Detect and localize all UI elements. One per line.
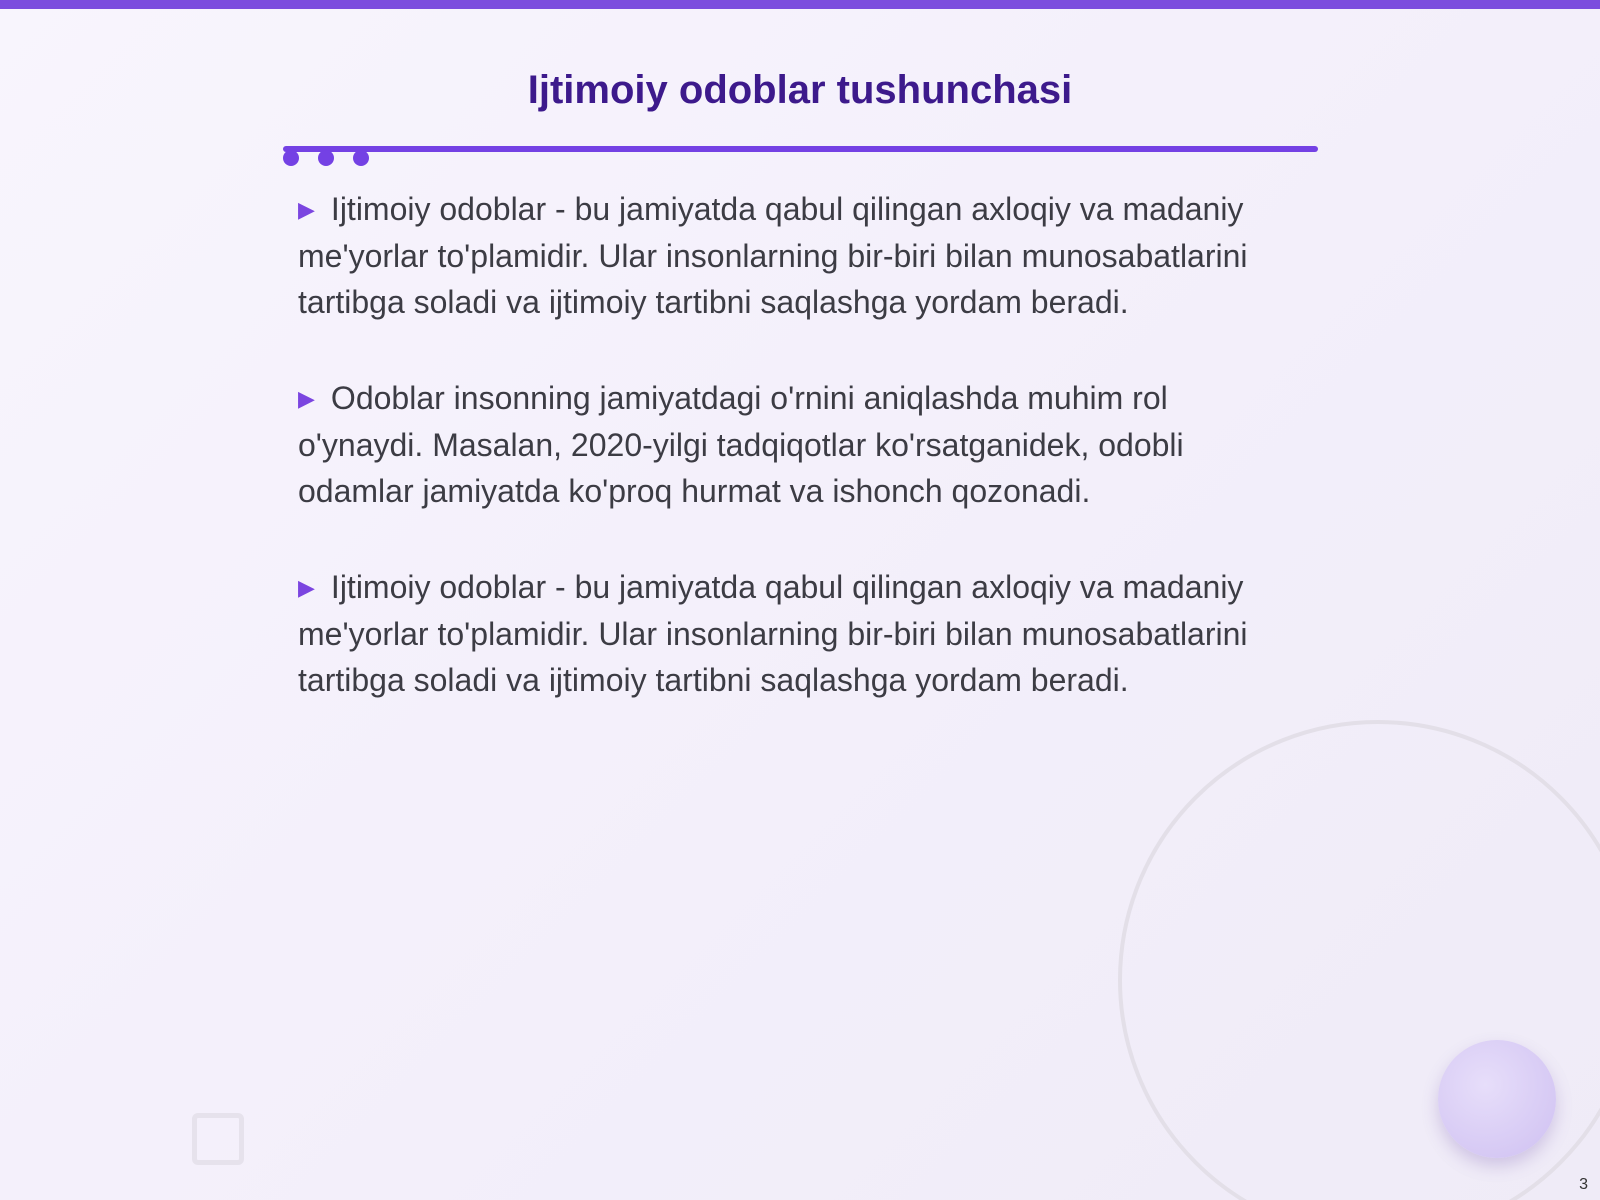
bullet-item — [298, 375, 1278, 514]
decorative-circle — [1438, 1040, 1556, 1158]
bullet-list — [298, 186, 1278, 753]
top-accent-bar — [0, 0, 1600, 9]
divider-dot — [353, 150, 369, 166]
bullet-text: Ijtimoiy odoblar - bu jamiyatda qabul qilingan axloqiy va madaniy me'yorlar to'plamidir. Ular insonlarning bir-biri bilan munosabatlarini tartibga soladi va ijtimoiy tartibni saqlashga yordam beradi. — [298, 191, 1248, 320]
bullet-text: Odoblar insonning jamiyatdagi o'rnini aniqlashda muhim rol o'ynaydi. Masalan, 2020-yilgi tadqiqotlar ko'rsatganidek, odobli odamlar jamiyatda ko'proq hurmat va ishonch qozonadi. — [298, 380, 1184, 509]
slide-title: Ijtimoiy odoblar tushunchasi — [527, 68, 1073, 112]
bullet-text: Ijtimoiy odoblar - bu jamiyatda qabul qilingan axloqiy va madaniy me'yorlar to'plamidir. Ular insonlarning bir-biri bilan munosabatlarini tartibga soladi va ijtimoiy tartibni saqlashga yordam beradi. — [298, 569, 1248, 698]
title-divider — [283, 146, 1318, 152]
triangle-right-icon: ▶ — [298, 575, 315, 600]
page-number: 3 — [1579, 1176, 1588, 1193]
divider-dot — [283, 150, 299, 166]
triangle-right-icon: ▶ — [298, 197, 315, 222]
triangle-right-icon: ▶ — [298, 386, 315, 411]
bullet-item — [298, 564, 1278, 703]
bullet-item — [298, 186, 1278, 325]
decorative-square — [192, 1113, 244, 1165]
divider-dot — [318, 150, 334, 166]
